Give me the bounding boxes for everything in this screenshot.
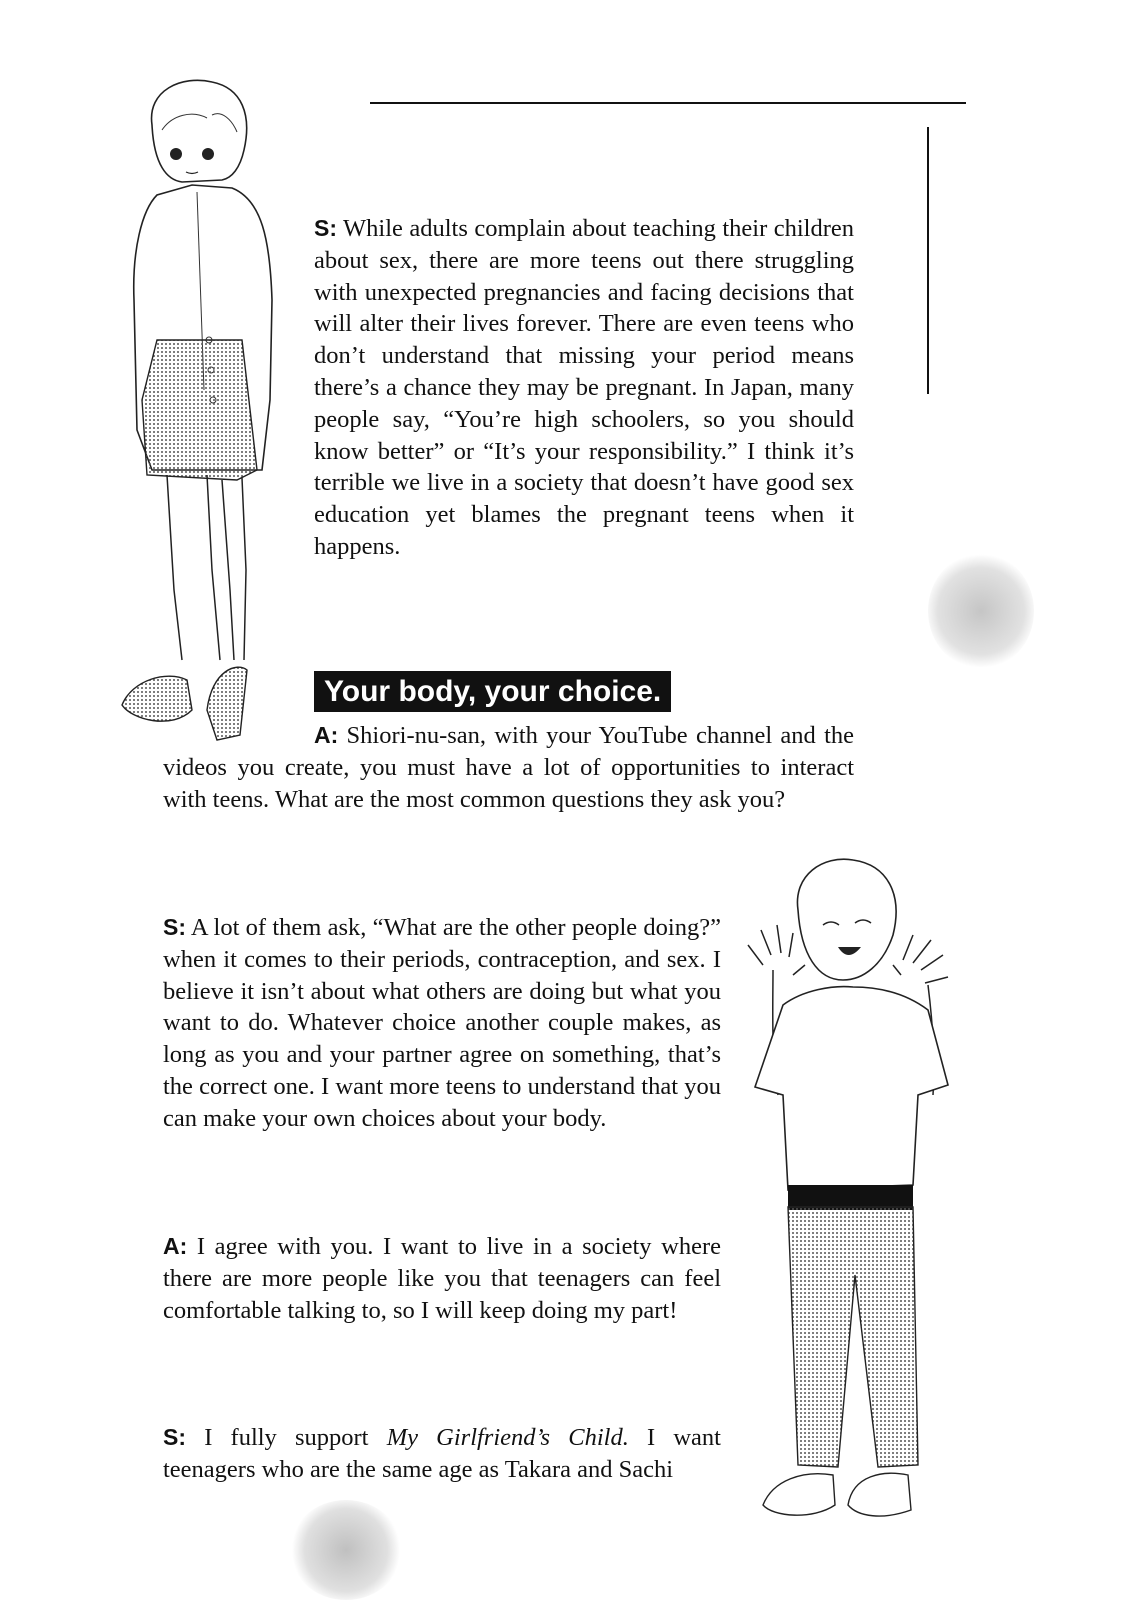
paragraph-text: I agree with you. I want to live in a society where there are more people like you that teenagers can feel comfortable talking to, so I will keep doing my part! (163, 1233, 721, 1324)
speaker-label: A: (314, 722, 339, 748)
right-rule (927, 127, 929, 394)
speaker-label: A: (163, 1233, 188, 1259)
boy-illustration (743, 855, 968, 1535)
speaker-label: S: (163, 914, 186, 940)
paragraph-s-sex-education (314, 213, 854, 563)
paragraph-s-support (163, 1422, 721, 1486)
top-rule (370, 102, 966, 104)
paragraph-text: A lot of them ask, “What are the other people doing?” when it comes to their periods, contraception, and sex. I believe it isn’t about what others are doing but what you want to do. Whatever choice another couple makes, as long as you and your partner agree on something, that’s the correct one. I want more teens to understand that you can make your own choices about your body. (163, 914, 721, 1132)
section-heading: Your body, your choice. (314, 671, 671, 712)
speaker-label: S: (314, 215, 337, 241)
paragraph-s-choices (163, 912, 721, 1135)
paragraph-text: I want teenagers who are the same age as Takara and Sachi (163, 1424, 721, 1483)
tone-smudge (928, 553, 1034, 669)
girl-illustration (112, 70, 282, 770)
speaker-label: S: (163, 1424, 186, 1450)
paragraph-a-agree (163, 1231, 721, 1326)
book-title: My Girlfriend’s Child. (386, 1424, 629, 1451)
paragraph-text: While adults complain about teaching their children about sex, there are more teens out there struggling with unexpected pregnancies and facing decisions that will alter their lives forever. There are even teens who don’t understand that missing your period means there’s a chance they may be pregnant. In Japan, many people say, “You’re high schoolers, so you should know better” or “It’s your responsibility.” I think it’s terrible we live in a society that doesn’t have good sex education yet blames the pregnant teens when it happens. (314, 215, 854, 560)
paragraph-a-question (163, 720, 854, 815)
paragraph-text: Shiori-nu-san, with your YouTube channel and the videos you create, you must have a lot of opportunities to interact with teens. What are the most common questions they ask you? (163, 722, 854, 813)
tone-smudge (290, 1500, 402, 1600)
paragraph-text: I fully support (186, 1424, 387, 1451)
